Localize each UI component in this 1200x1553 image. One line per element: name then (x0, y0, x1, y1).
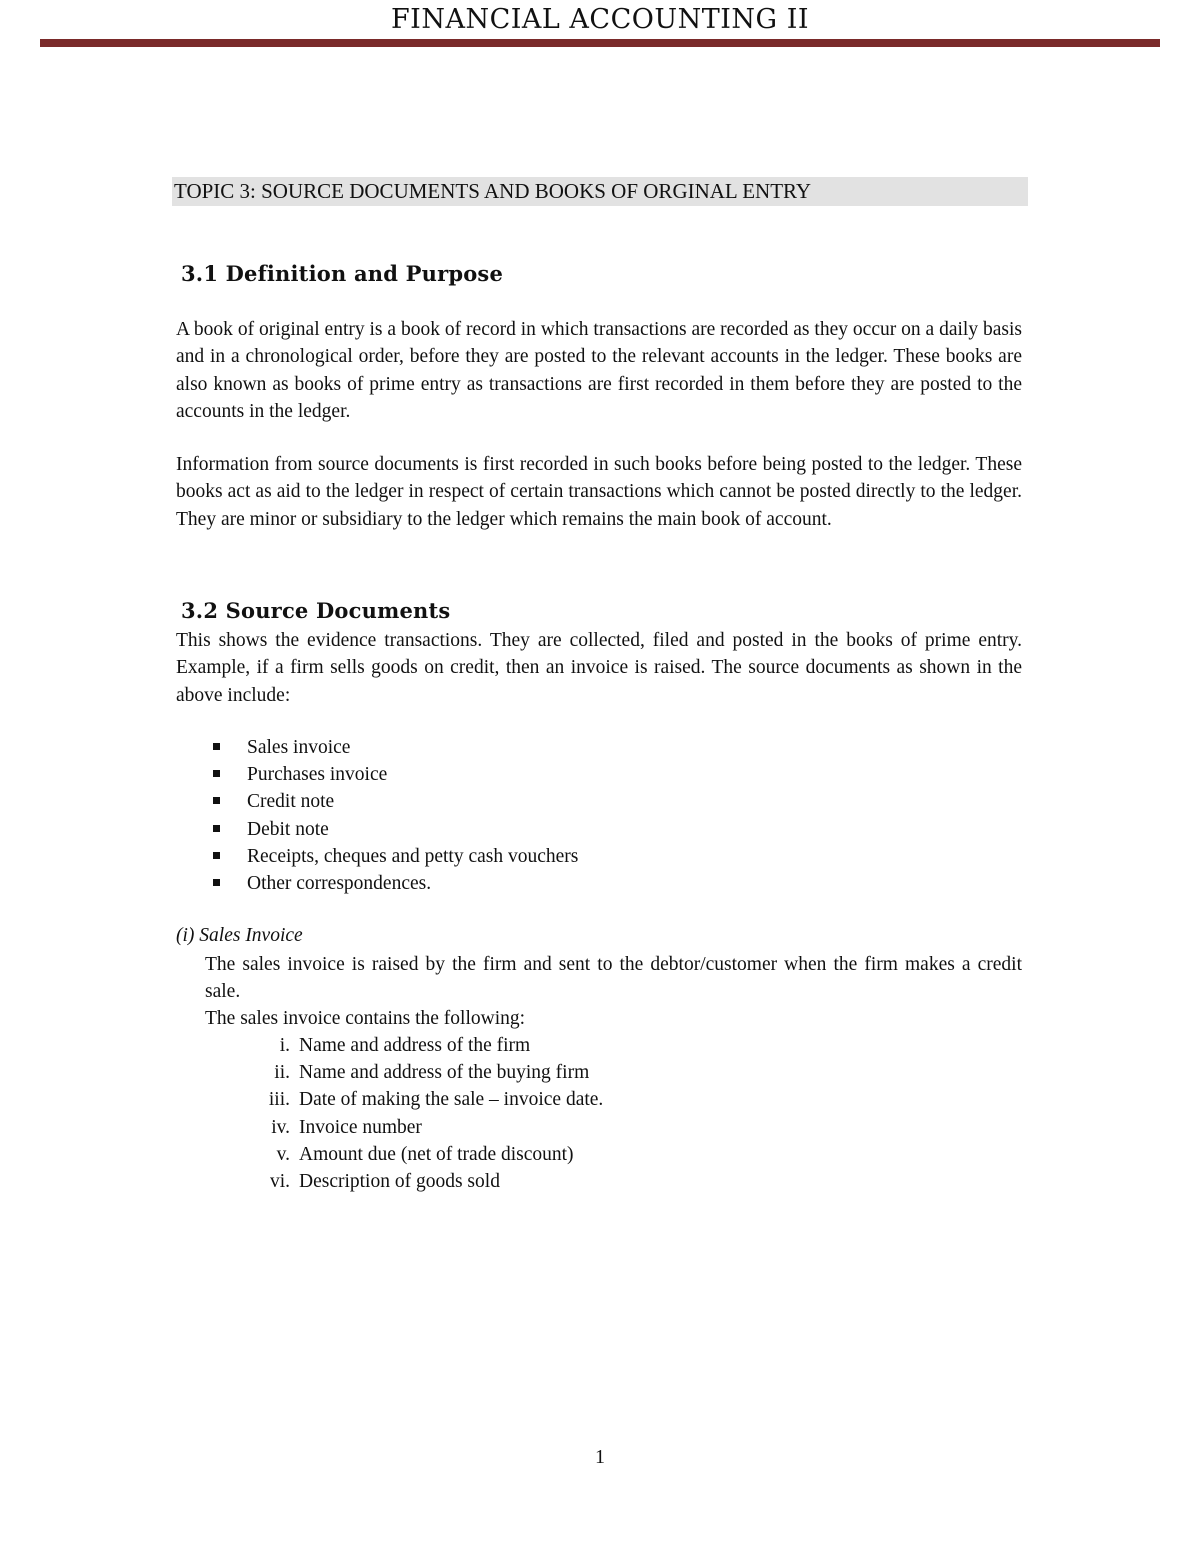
list-item-text: Description of goods sold (299, 1171, 500, 1193)
list-item-number: iv. (271, 1116, 290, 1138)
list-item (240, 1032, 603, 1059)
page-number: 1 (595, 1446, 605, 1468)
topic-title: TOPIC 3: SOURCE DOCUMENTS AND BOOKS OF ORGINAL ENTRY (172, 177, 1028, 206)
paragraph-information: Information from source documents is first recorded in such books before being posted to the ledger. These books act as aid to the ledger in respect of certain transactions which cannot be posted directly to the ledger. They are minor or subsidiary to the ledger which remains the main book of account. (176, 454, 1022, 530)
list-item (240, 1086, 603, 1113)
list-item (212, 761, 578, 788)
square-bullet-icon (213, 770, 220, 777)
section-heading-definition: 3.1 Definition and Purpose (181, 261, 504, 286)
list-item (240, 1141, 603, 1168)
list-item-text: Receipts, cheques and petty cash vouchers (247, 845, 579, 867)
sub-heading-sales-invoice: (i) Sales Invoice (176, 925, 303, 946)
square-bullet-icon (213, 852, 220, 859)
list-item (212, 870, 578, 897)
list-item (212, 816, 578, 843)
header-rule (40, 39, 1160, 47)
list-item (240, 1168, 603, 1195)
list-item-text: Purchases invoice (247, 764, 388, 786)
list-item-text: Name and address of the firm (299, 1035, 531, 1056)
list-item-text: Other correspondences. (247, 873, 432, 895)
list-item-number: ii. (274, 1062, 290, 1084)
square-bullet-icon (213, 825, 220, 832)
source-documents-list (212, 734, 578, 897)
list-item-number: i. (279, 1035, 290, 1056)
section-heading-source-documents: 3.2 Source Documents (181, 598, 451, 623)
list-item-text: Credit note (247, 791, 335, 813)
sales-invoice-contains-label: The sales invoice contains the following: (205, 1008, 526, 1029)
square-bullet-icon (213, 743, 220, 750)
paragraph-source-documents: This shows the evidence transactions. They are collected, filed and posted in the books of prime entry. Example, if a firm sells goods on credit, then an invoice is raised. The source documents as shown in the above include: (176, 630, 1022, 706)
list-item-text: Name and address of the buying firm (299, 1062, 590, 1084)
list-item (212, 843, 578, 870)
list-item-text: Debit note (247, 818, 329, 840)
list-item (212, 788, 578, 815)
paragraph-sales-invoice: The sales invoice is raised by the firm and sent to the debtor/customer when the firm makes a credit sale. (205, 954, 1022, 1003)
list-item-number: iii. (268, 1089, 290, 1111)
square-bullet-icon (213, 879, 220, 886)
list-item-number: vi. (269, 1171, 290, 1193)
list-item-text: Date of making the sale – invoice date. (299, 1089, 604, 1111)
list-item (240, 1114, 603, 1141)
sales-invoice-contents-list (240, 1032, 603, 1195)
list-item-text: Sales invoice (247, 737, 351, 758)
list-item-number: v. (276, 1143, 290, 1165)
list-item-text: Amount due (net of trade discount) (299, 1143, 574, 1165)
list-item-text: Invoice number (299, 1116, 422, 1138)
paragraph-definition: A book of original entry is a book of record in which transactions are recorded as they occur on a daily basis and in a chronological order, before they are posted to the relevant accounts in the ledger. These books are also known as books of prime entry as transactions are first recorded in them before they are posted to the accounts in the ledger. (176, 319, 1022, 422)
list-item (240, 1059, 603, 1086)
list-item (212, 734, 578, 761)
square-bullet-icon (213, 797, 220, 804)
running-header-title: FINANCIAL ACCOUNTING II (390, 4, 810, 35)
